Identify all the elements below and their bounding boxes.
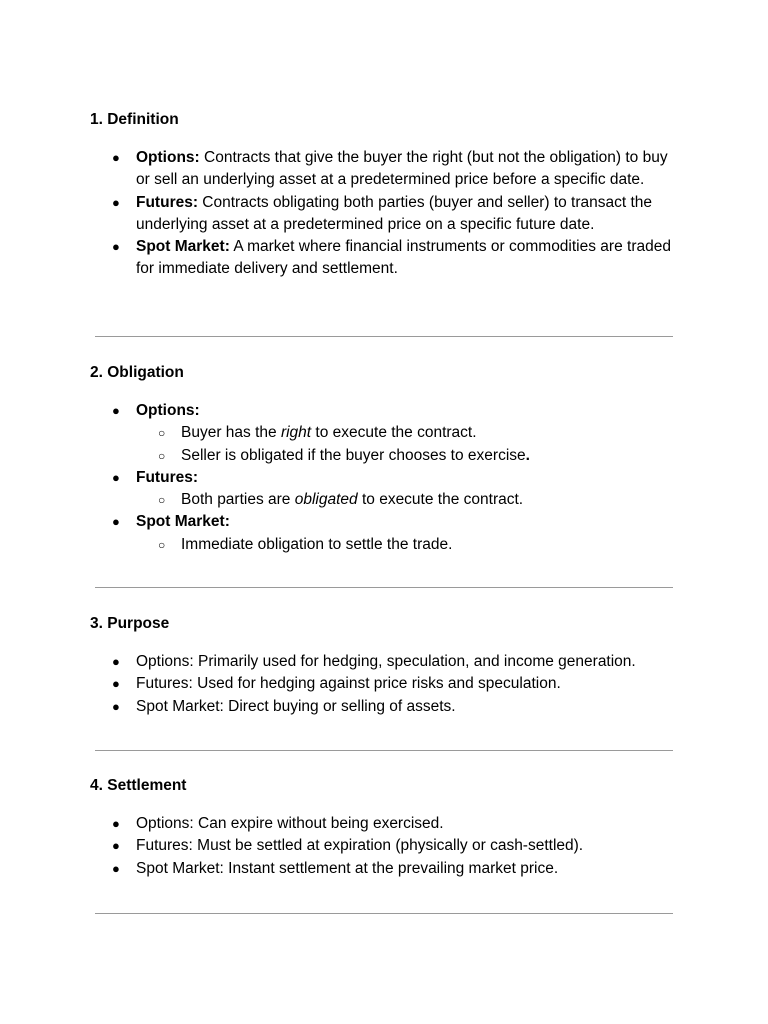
section-heading: 3. Purpose — [90, 615, 170, 632]
list-item — [90, 511, 680, 556]
list-item — [90, 673, 680, 695]
sub-text: Buyer has the — [181, 424, 281, 442]
sub-list — [136, 489, 680, 511]
list-item — [90, 467, 680, 512]
horizontal-divider — [95, 750, 673, 751]
item-label: Futures: — [136, 193, 198, 211]
bullet-icon: ● — [112, 150, 120, 165]
sub-emphasis: obligated — [294, 491, 358, 509]
item-text: Spot Market: Instant settlement at the prevailing market price. — [136, 859, 559, 877]
sub-list-item — [136, 489, 680, 511]
list-item — [90, 651, 680, 673]
list-item — [90, 813, 680, 835]
item-text: Contracts that give the buyer the right (but not the obligation) to buy or sell an underlying asset at a predetermined price before a specific date. — [136, 149, 668, 189]
bullet-icon: ● — [112, 698, 120, 714]
sub-list-item — [136, 422, 680, 444]
item-label: Spot Market: — [136, 513, 230, 531]
section-heading: 4. Settlement — [90, 777, 187, 794]
horizontal-divider — [95, 913, 673, 914]
sub-text: to execute the contract. — [357, 491, 524, 509]
bullet-list — [90, 651, 680, 718]
list-item — [90, 147, 680, 192]
sub-list — [136, 422, 680, 467]
section-purpose — [90, 613, 680, 718]
bullet-icon: ● — [112, 239, 120, 255]
item-text: Contracts obligating both parties (buyer and seller) to transact the underlying asset at a predetermined price on a specific future date. — [136, 193, 653, 233]
bullet-icon: ● — [112, 194, 120, 210]
section-obligation — [90, 362, 680, 556]
item-text: Futures: Must be settled at expiration (physically or cash-settled). — [136, 837, 584, 855]
item-label: Spot Market: — [136, 238, 230, 256]
sub-text: to execute the contract. — [311, 424, 477, 442]
bullet-icon: ● — [112, 403, 120, 418]
list-item — [90, 192, 680, 237]
item-text: Spot Market: Direct buying or selling of assets. — [136, 697, 456, 715]
horizontal-divider — [95, 336, 673, 337]
bullet-icon: ● — [112, 514, 120, 530]
bullet-list — [90, 147, 680, 281]
sub-text: Seller is obligated if the buyer chooses to exercise — [181, 446, 526, 464]
sub-text: Immediate obligation to settle the trade. — [181, 535, 453, 553]
circle-bullet-icon: ○ — [158, 537, 166, 552]
bullet-icon: ● — [112, 860, 120, 876]
section-heading: 2. Obligation — [90, 364, 184, 381]
bullet-list — [90, 400, 680, 556]
sub-emphasis: right — [280, 424, 312, 442]
sub-list-item — [136, 534, 680, 556]
bullet-icon: ● — [112, 654, 120, 669]
item-label: Futures: — [136, 468, 198, 486]
sub-strong: . — [525, 446, 530, 464]
item-text: Options: Can expire without being exercised. — [136, 815, 444, 832]
list-item — [90, 236, 680, 281]
list-item — [90, 835, 680, 857]
item-label: Options: — [136, 149, 200, 166]
list-item — [90, 696, 680, 718]
bullet-icon: ● — [112, 676, 120, 692]
section-settlement — [90, 775, 680, 880]
bullet-icon: ● — [112, 838, 120, 854]
item-text: A market where financial instruments or commodities are traded for immediate delivery and settlement. — [136, 238, 671, 278]
section-definition — [90, 109, 680, 281]
horizontal-divider — [95, 587, 673, 588]
circle-bullet-icon: ○ — [158, 493, 166, 508]
circle-bullet-icon: ○ — [158, 448, 166, 463]
list-item — [90, 858, 680, 880]
item-text: Futures: Used for hedging against price risks and speculation. — [136, 675, 561, 693]
bullet-icon: ● — [112, 469, 120, 485]
sub-list — [136, 534, 680, 556]
item-label: Options: — [136, 402, 200, 419]
circle-bullet-icon: ○ — [158, 426, 166, 441]
bullet-list — [90, 813, 680, 880]
bullet-icon: ● — [112, 816, 120, 831]
section-heading: 1. Definition — [90, 111, 179, 128]
item-text: Options: Primarily used for hedging, speculation, and income generation. — [136, 653, 636, 670]
sub-text: Both parties are — [181, 491, 295, 509]
sub-list-item — [136, 445, 680, 467]
list-item — [90, 400, 680, 467]
